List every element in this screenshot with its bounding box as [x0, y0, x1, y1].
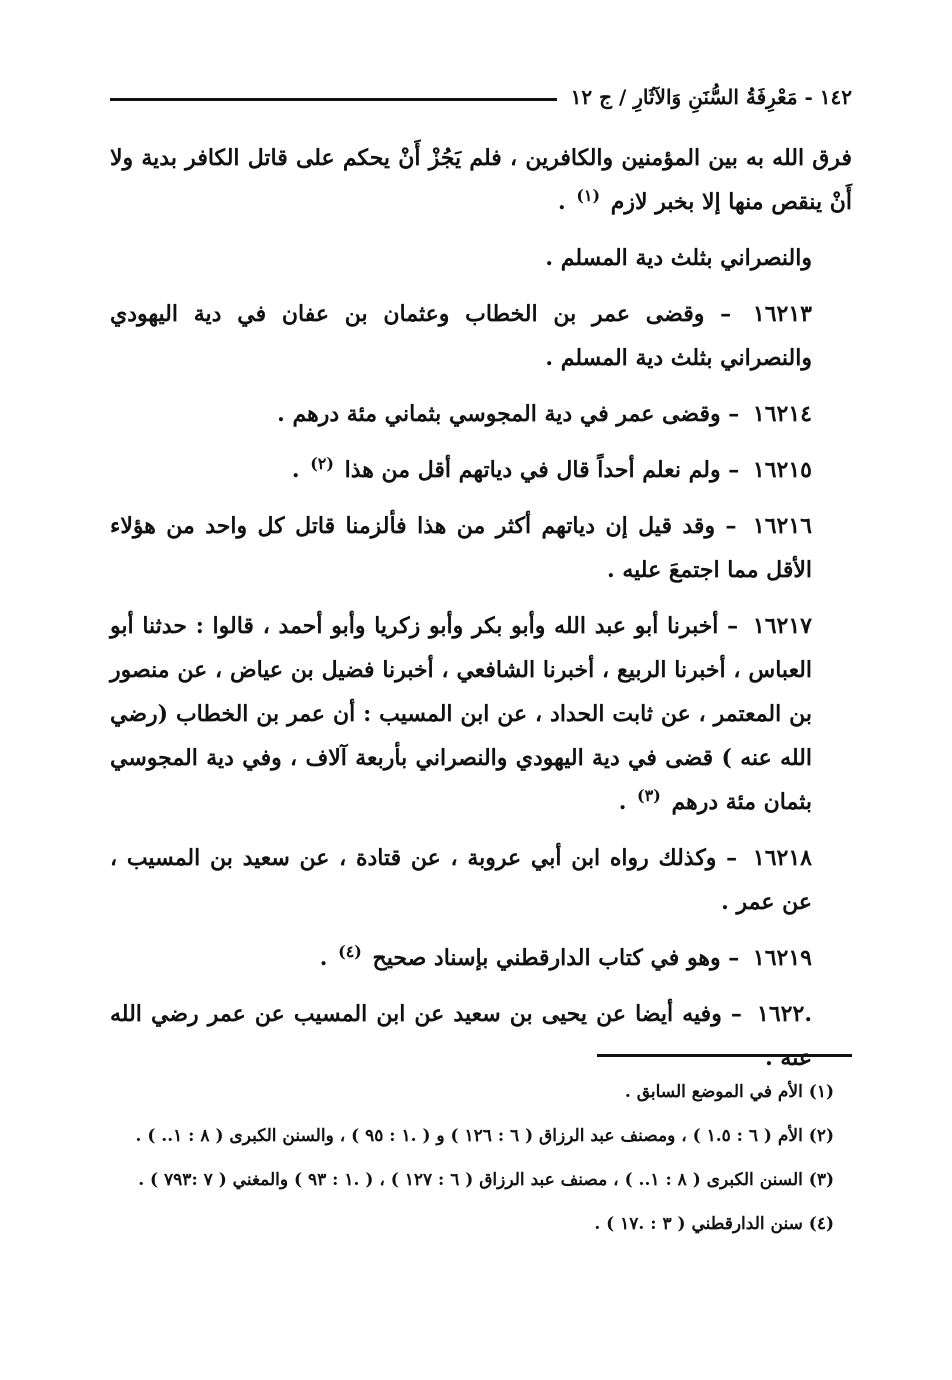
- footnote-3: (٣) السنن الكبرى ( ٨ : ١.. ) ، مصنف عبد الرزاق ( ٦ : ١٢٧ ) ، ( .١ : ٩٣ ) والمغني ( ٧ :٧٩٣ ) .: [138, 1170, 834, 1190]
- hadith-number: ١٦٢١٩: [752, 945, 812, 971]
- paragraph-text: فرق الله به بين المؤمنين والكافرين ، فلم يَجُزْ أَنْ يحكم على قاتل الكافر بدية ولا أَنْ ينقص منها إلا بخبر لازم: [110, 145, 852, 215]
- paragraph-16213: ١٦٢١٣ – وقضى عمر بن الخطاب وعثمان بن عفان في دية اليهودي والنصراني بثلث دية المسلم .: [110, 301, 812, 371]
- running-title: ١٤٢ - مَعْرِفَةُ السُّنَنِ وَالآثَارِ / ج ١٢: [570, 85, 852, 109]
- paragraph-text: والنصراني بثلث دية المسلم .: [545, 245, 812, 271]
- paragraph-16217: ١٦٢١٧ – أخبرنا أبو عبد الله وأبو بكر وأبو زكريا وأبو أحمد ، قالوا : حدثنا أبو العباس ، أخبرنا الربيع ، أخبرنا الشافعي ، أخبرنا فضيل بن عياض ، عن منصور بن المعتمر ، عن ثابت الحداد ، عن ابن المسيب : أن عمر بن الخطاب (رضي الله عنه ) قضى في دية اليهودي والنصراني بأربعة آلاف ، وفي دية المجوسي بثمان مئة درهم $^{(٣)}$ .: [110, 613, 812, 815]
- paragraph-text: وهو في كتاب الدارقطني بإسناد صحيح: [372, 945, 721, 971]
- paragraph-16218: ١٦٢١٨ – وكذلك رواه ابن أبي عروبة ، عن قتادة ، عن سعيد بن المسيب ، عن عمر .: [110, 845, 812, 915]
- paragraph-end: .: [558, 189, 566, 215]
- footnote-1: (١) الأم في الموضع السابق .: [624, 1082, 834, 1102]
- paragraph-end: .: [291, 457, 300, 483]
- page-header: [110, 80, 852, 114]
- hadith-number: ١٦٢١٥: [752, 457, 812, 483]
- hadith-number: ١٦٢١٣: [752, 301, 812, 327]
- paragraph-end: .: [618, 789, 627, 815]
- footnote-ref-3: (٣): [637, 785, 661, 805]
- paragraph-16220: .١٦٢٢ – وفيه أيضا عن يحيى بن سعيد عن ابن المسيب عن عمر رضي الله عنه .: [110, 1001, 812, 1071]
- main-text: [110, 136, 852, 1092]
- paragraph-text: ولم نعلم أحداً قال في دياتهم أقل من هذا: [344, 457, 721, 483]
- hadith-number: ١٦٢١٧: [752, 613, 812, 639]
- hadith-number: ١٦٢١٨: [752, 845, 812, 871]
- paragraph-text: وكذلك رواه ابن أبي عروبة ، عن قتادة ، عن سعيد بن المسيب ، عن عمر .: [110, 845, 812, 915]
- paragraph-text: وقد قيل إن دياتهم أكثر من هذا فألزمنا قاتل كل واحد من هؤلاء الأقل مما اجتمعَ عليه .: [110, 513, 812, 583]
- footnote-separator: [597, 1054, 852, 1057]
- paragraph-end: .: [319, 945, 328, 971]
- paragraph-1: [110, 136, 852, 224]
- paragraph-text: وقضى عمر في دية المجوسي بثماني مئة درهم .: [277, 401, 721, 427]
- paragraph-16215: ١٦٢١٥ – ولم نعلم أحداً قال في دياتهم أقل من هذا $^{(٢)}$ .: [291, 453, 812, 483]
- hadith-number: .١٦٢٢: [757, 1001, 812, 1027]
- hadith-number: ١٦٢١٤: [752, 401, 812, 427]
- paragraph-16216: ١٦٢١٦ – وقد قيل إن دياتهم أكثر من هذا فألزمنا قاتل كل واحد من هؤلاء الأقل مما اجتمعَ عليه .: [110, 513, 812, 583]
- footnote-2: (٢) الأم ( ٦ : ١.٥ ) ، ومصنف عبد الرزاق ( ٦ : ١٢٦ ) و ( .١ : ٩٥ ) ، والسنن الكبرى ( ٨ : ١.. ) .: [135, 1126, 834, 1146]
- paragraph-16214: ١٦٢١٤ – وقضى عمر في دية المجوسي بثماني مئة درهم .: [277, 401, 812, 427]
- paragraph-text: وقضى عمر بن الخطاب وعثمان بن عفان في دية اليهودي والنصراني بثلث دية المسلم .: [110, 301, 812, 371]
- paragraph-text: وفيه أيضا عن يحيى بن سعيد عن ابن المسيب عن عمر رضي الله عنه .: [110, 1001, 812, 1071]
- header-rule: [110, 98, 557, 101]
- footnote-ref-4: (٤): [338, 941, 362, 961]
- footnote-ref-1: (١): [576, 185, 601, 205]
- footnote-ref-2: (٢): [310, 453, 334, 473]
- footnote-4: (٤) سنن الدارقطني ( ٣ : .١٧ ) .: [594, 1214, 834, 1234]
- paragraph-16219: ١٦٢١٩ – وهو في كتاب الدارقطني بإسناد صحيح $^{(٤)}$ .: [319, 941, 812, 971]
- footnotes: [110, 1076, 852, 1252]
- hadith-number: ١٦٢١٦: [752, 513, 812, 539]
- paragraph-text: أخبرنا أبو عبد الله وأبو بكر وأبو زكريا وأبو أحمد ، قالوا : حدثنا أبو العباس ، أخبرنا الربيع ، أخبرنا الشافعي ، أخبرنا فضيل بن عياض ، عن منصور بن المعتمر ، عن ثابت الحداد ، عن ابن المسيب : أن عمر بن الخطاب (رضي الله عنه ) قضى في دية اليهودي والنصراني بأربعة آلاف ، وفي دية المجوسي بثمان مئة درهم: [110, 613, 812, 815]
- paragraph-2: [110, 236, 852, 280]
